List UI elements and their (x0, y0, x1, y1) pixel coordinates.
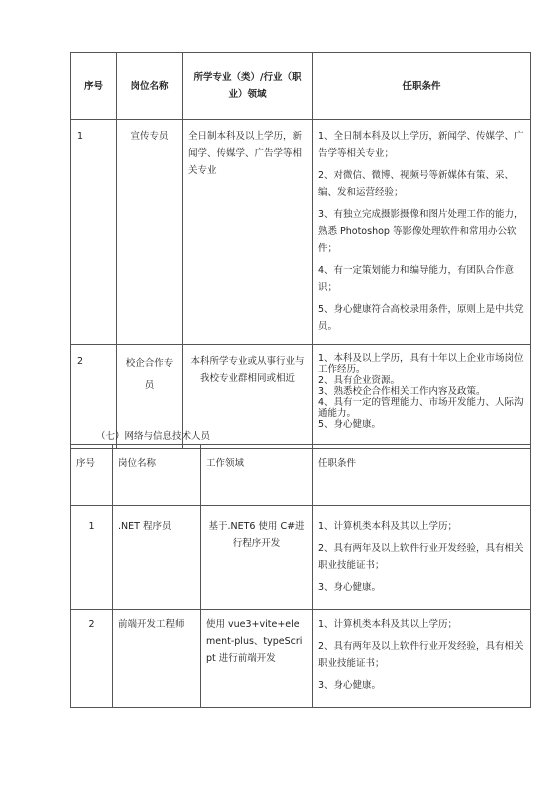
conditions-cell (313, 120, 531, 345)
condition-item: 2、具有企业资源。 (318, 375, 401, 386)
work-field: 使用 vue3+vite+element-plus、typeScript 进行前端开发 (201, 610, 313, 708)
section-title: （七）网络与信息技术人员 (96, 431, 211, 442)
condition-item: 2、对微信、微博、视频号等新媒体有策、采、编、发和运营经验； (318, 170, 515, 198)
condition-item: 5、身心健康符合高校录用条件，原则上是中共党员。 (318, 304, 524, 332)
major-field: 全日制本科及以上学历，新闻学、传媒学、广告学等相关专业 (183, 120, 313, 345)
table-row (71, 120, 531, 345)
header-number: 序号 (71, 445, 113, 506)
position-name: 前端开发工程师 (113, 610, 201, 708)
condition-item: 5、身心健康。 (318, 419, 382, 430)
position-name: 宣传专员 (117, 120, 183, 345)
position-name: .NET 程序员 (113, 506, 201, 610)
table-header-row (71, 53, 531, 120)
row-number: 2 (71, 610, 113, 708)
condition-item: 1、本科及以上学历，具有十年以上企业市场岗位工作经历。 (318, 353, 524, 375)
condition-item: 4、有一定策划能力和编导能力，有团队合作意识； (318, 265, 515, 293)
table-row (71, 506, 531, 610)
positions-table-2 (70, 444, 531, 708)
condition-item: 1、全日制本科及以上学历，新闻学、传媒学、广告学等相关专业； (318, 131, 524, 159)
table-row (71, 610, 531, 708)
positions-table-1 (70, 52, 531, 449)
header-position: 岗位名称 (113, 445, 201, 506)
header-position: 岗位名称 (117, 53, 183, 120)
major-field: 本科所学专业或从事行业与我校专业群相同或相近 (183, 345, 313, 449)
header-conditions: 任职条件 (313, 445, 531, 506)
row-number: 2 (71, 345, 117, 449)
work-field: 基于.NET6 使用 C#进行程序开发 (201, 506, 313, 610)
header-major: 所学专业（类）/行业（职业）领域 (183, 53, 313, 120)
row-number: 1 (71, 120, 117, 345)
conditions-cell (313, 506, 531, 610)
condition-item: 4、具有一定的管理能力、市场开发能力、人际沟通能力。 (318, 397, 524, 419)
table-header-row (71, 445, 531, 506)
conditions-cell (313, 610, 531, 708)
header-field: 工作领域 (201, 445, 313, 506)
position-name: 校企合作专员 (117, 345, 183, 449)
condition-item: 3、有独立完成摄影摄像和图片处理工作的能力，熟悉 Photoshop 等影像处理软件和常用办公软件； (318, 209, 524, 254)
condition-item: 2、具有两年及以上软件行业开发经验，具有相关职业技能证书； (318, 543, 524, 571)
row-number: 1 (71, 506, 113, 610)
conditions-cell (313, 345, 531, 449)
condition-item: 3、熟悉校企合作相关工作内容及政策。 (318, 386, 486, 397)
condition-item: 2、具有两年及以上软件行业开发经验，具有相关职业技能证书； (318, 641, 524, 669)
condition-item: 3、身心健康。 (318, 680, 382, 691)
header-conditions: 任职条件 (313, 53, 531, 120)
condition-item: 1、计算机类本科及其以上学历； (318, 521, 458, 532)
condition-item: 1、计算机类本科及其以上学历； (318, 619, 458, 630)
header-number: 序号 (71, 53, 117, 120)
condition-item: 3、身心健康。 (318, 582, 382, 593)
